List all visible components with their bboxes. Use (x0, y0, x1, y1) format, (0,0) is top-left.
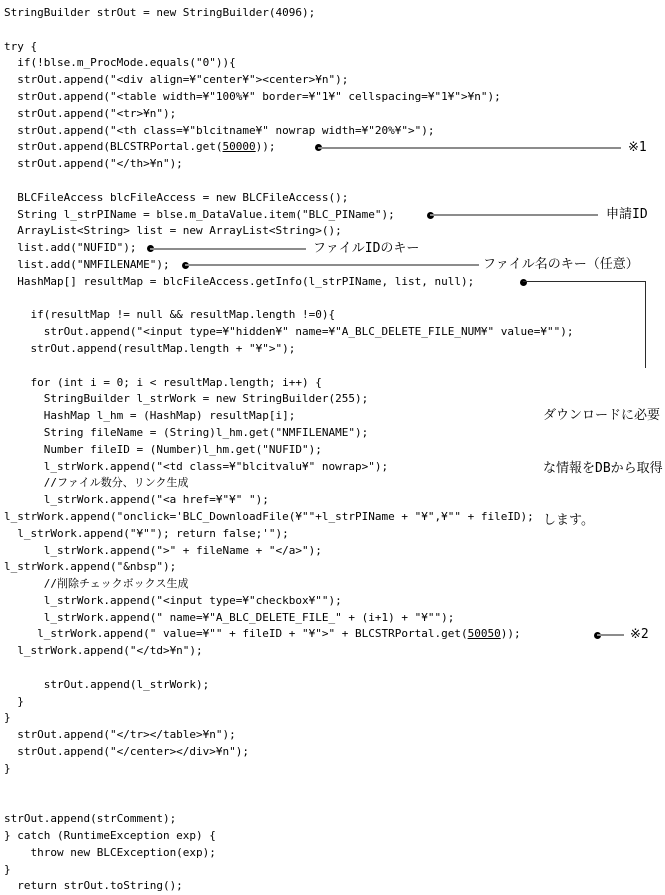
code-text: strOut.append(strComment); (4, 812, 177, 826)
code-line (4, 307, 665, 324)
code-text: strOut.append("</tr></table>¥n"); (4, 728, 236, 742)
code-line (4, 643, 665, 660)
callout-ref-2-label: ※2 (630, 627, 649, 642)
callout-file-id-key-line (150, 248, 306, 250)
callout-ref-1-line (318, 147, 621, 149)
db-fetch-note-line: します。 (543, 513, 594, 528)
code-text: strOut.append("<tr>¥n"); (4, 106, 177, 120)
code-line (4, 72, 665, 89)
code-text: strOut.append("<th class=¥"blcitname¥" nowrap width=¥"20%¥">"); (4, 123, 435, 137)
code-line (4, 593, 665, 610)
code-text: } (4, 761, 11, 775)
code-text: l_strWork.append("<a href=¥"¥" "); (4, 493, 269, 507)
code-text: l_strWork.append(" name=¥"A_BLC_DELETE_FILE_" + (i+1) + "¥""); (4, 610, 455, 624)
code-text: list.add("NUFID"); (4, 241, 137, 255)
code-text: if(resultMap != null && resultMap.length !=0){ (4, 308, 336, 322)
callout-file-name-key-label: ファイル名のキー（任意） (483, 257, 639, 273)
code-text: return strOut.toString(); (4, 879, 183, 893)
code-line (4, 22, 665, 39)
code-line (4, 845, 665, 862)
code-text: } (4, 862, 11, 876)
code-line (4, 89, 665, 106)
code-text: l_strWork.append("onclick='BLC_DownloadFile(¥""+l_strPIName + "¥",¥"" + fileID); (4, 509, 534, 523)
code-line (4, 223, 665, 240)
code-line (4, 794, 665, 811)
code-text: String fileName = (String)l_hm.get("NMFILENAME"); (4, 425, 369, 439)
code-text: throw new BLCException(exp); (4, 845, 216, 859)
code-text: l_strWork.append("</td>¥n"); (4, 644, 203, 658)
db-fetch-note (543, 372, 663, 565)
code-text: strOut.append(BLCSTRPortal.get( (4, 140, 223, 154)
code-text: l_strWork.append("<td class=¥"blcitvalu¥" nowrap>"); (4, 459, 389, 473)
code-text: strOut.append(l_strWork); (4, 677, 210, 691)
code-line (4, 862, 665, 879)
code-line (4, 324, 665, 341)
db-fetch-note-line: な情報をDBから取得 (543, 460, 663, 476)
code-line (4, 660, 665, 677)
code-line (4, 811, 665, 828)
code-text: HashMap[] resultMap = blcFileAccess.getInfo(l_strPIName, list, null); (4, 274, 475, 288)
code-text: for (int i = 0; i < resultMap.length; i++) { (4, 375, 322, 389)
code-text: StringBuilder strOut = new StringBuilder(4096); (4, 6, 316, 19)
code-line (4, 878, 665, 895)
db-fetch-note-line: ダウンロードに必要 (543, 408, 661, 423)
code-text: BLCFileAccess blcFileAccess = new BLCFileAccess(); (4, 190, 349, 204)
code-text: strOut.append(resultMap.length + "¥">"); (4, 341, 296, 355)
code-text: strOut.append("</center></div>¥n"); (4, 745, 250, 759)
callout-ref-1-label: ※1 (628, 139, 647, 155)
code-text: )); (500, 627, 521, 641)
code-text: strOut.append("<div align=¥"center¥"><center>¥n"); (4, 73, 349, 87)
code-text: try { (4, 39, 38, 53)
code-line (4, 677, 665, 694)
code-text: strOut.append("</th>¥n"); (4, 157, 183, 171)
code-line (4, 761, 665, 778)
code-text: String l_strPIName = blse.m_DataValue.item("BLC_PIName"); (4, 207, 395, 221)
code-text: list.add("NMFILENAME"); (4, 257, 170, 271)
callout-db-fetch-drop-line (645, 282, 646, 368)
code-text: //削除チェックボックス生成 (4, 577, 189, 591)
code-line (4, 710, 665, 727)
code-line (4, 744, 665, 761)
code-text: } (4, 694, 24, 708)
callout-file-name-key-line (185, 264, 479, 266)
code-line (4, 828, 665, 845)
code-line (4, 156, 665, 173)
code-line (4, 173, 665, 190)
code-text: ArrayList<String> list = new ArrayList<String>(); (4, 224, 342, 238)
code-text: if(!blse.m_ProcMode.equals("0")){ (4, 56, 236, 70)
callout-ref-2-line (597, 634, 624, 636)
callout-application-id-line (430, 214, 598, 216)
code-text: l_strWork.append(" value=¥"" + fileID + "¥">" + BLCSTRPortal.get( (4, 627, 468, 641)
code-line (4, 727, 665, 744)
code-text: strOut.append("<table width=¥"100%¥" border=¥"1¥" cellspacing=¥"1¥">¥n"); (4, 89, 501, 103)
code-line (4, 694, 665, 711)
code-text: )); (255, 140, 276, 154)
code-line (4, 626, 665, 643)
code-line (4, 291, 665, 308)
code-text: l_strWork.append("¥""); return false;'"); (4, 526, 289, 540)
resource-id-link[interactable]: 50050 (467, 627, 501, 641)
callout-application-id-label: 申請ID (606, 207, 648, 222)
code-line (4, 190, 665, 207)
code-line (4, 576, 665, 593)
code-line (4, 55, 665, 72)
code-text: StringBuilder l_strWork = new StringBuilder(255); (4, 392, 369, 406)
code-line (4, 106, 665, 123)
code-line (4, 123, 665, 140)
code-text: HashMap l_hm = (HashMap) resultMap[i]; (4, 409, 296, 423)
code-text: } catch (RuntimeException exp) { (4, 829, 216, 843)
code-text: l_strWork.append(">" + fileName + "</a>"); (4, 543, 322, 557)
code-text: strOut.append("<input type=¥"hidden¥" name=¥"A_BLC_DELETE_FILE_NUM¥" value=¥""); (4, 325, 574, 339)
code-line (4, 39, 665, 56)
callout-file-id-key-label: ファイルIDのキー (313, 240, 420, 256)
code-text: } (4, 711, 11, 725)
code-text: Number fileID = (Number)l_hm.get("NUFID"); (4, 442, 322, 456)
code-line (4, 610, 665, 627)
code-line (4, 778, 665, 795)
code-line (4, 5, 665, 22)
resource-id-link[interactable]: 50000 (222, 140, 256, 154)
code-text: l_strWork.append("<input type=¥"checkbox¥""); (4, 593, 342, 607)
code-line (4, 341, 665, 358)
callout-db-fetch-bullet (520, 279, 527, 286)
callout-db-fetch-line (523, 281, 646, 282)
code-text: //ファイル数分、リンク生成 (4, 476, 189, 490)
code-text: l_strWork.append("&nbsp"); (4, 560, 177, 574)
